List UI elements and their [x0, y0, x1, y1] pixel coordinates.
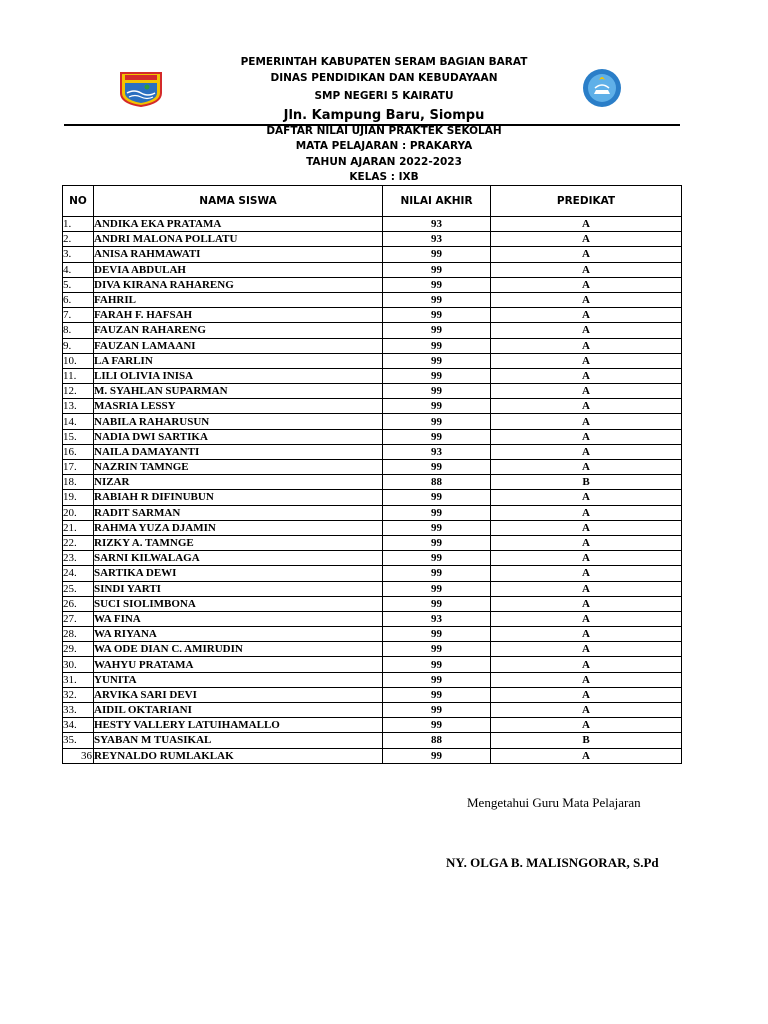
student-name: ANISA RAHMAWATI: [94, 247, 383, 262]
row-number: 35.: [63, 733, 94, 748]
table-row: [63, 611, 682, 626]
grade-letter: A: [491, 308, 682, 323]
student-name: AIDIL OKTARIANI: [94, 703, 383, 718]
final-score: 99: [383, 505, 491, 520]
final-score: 88: [383, 475, 491, 490]
table-header-row: [63, 186, 682, 217]
final-score: 99: [383, 308, 491, 323]
grade-letter: A: [491, 338, 682, 353]
table-row: [63, 262, 682, 277]
row-number: 27.: [63, 611, 94, 626]
table-row: [63, 353, 682, 368]
final-score: 99: [383, 414, 491, 429]
grade-letter: A: [491, 460, 682, 475]
row-number: 11.: [63, 368, 94, 383]
grade-letter: A: [491, 353, 682, 368]
final-score: 99: [383, 535, 491, 550]
row-number: 8.: [63, 323, 94, 338]
table-row: [63, 460, 682, 475]
grade-letter: A: [491, 292, 682, 307]
grade-letter: A: [491, 444, 682, 459]
table-row: [63, 596, 682, 611]
student-name: FARAH F. HAFSAH: [94, 308, 383, 323]
row-number: 7.: [63, 308, 94, 323]
student-name: SARTIKA DEWI: [94, 566, 383, 581]
student-name: DIVA KIRANA RAHARENG: [94, 277, 383, 292]
table-row: [63, 535, 682, 550]
student-name: ANDRI MALONA POLLATU: [94, 232, 383, 247]
student-name: NAILA DAMAYANTI: [94, 444, 383, 459]
grade-letter: A: [491, 657, 682, 672]
table-row: [63, 444, 682, 459]
student-name: MASRIA LESSY: [94, 399, 383, 414]
grade-letter: A: [491, 642, 682, 657]
final-score: 99: [383, 262, 491, 277]
final-score: 99: [383, 581, 491, 596]
student-name: HESTY VALLERY LATUIHAMALLO: [94, 718, 383, 733]
row-number: 15.: [63, 429, 94, 444]
student-name: SINDI YARTI: [94, 581, 383, 596]
final-score: 99: [383, 429, 491, 444]
table-row: [63, 748, 682, 763]
final-score: 88: [383, 733, 491, 748]
grade-letter: B: [491, 733, 682, 748]
grade-letter: A: [491, 703, 682, 718]
final-score: 99: [383, 520, 491, 535]
student-name: M. SYAHLAN SUPARMAN: [94, 384, 383, 399]
teacher-name: NY. OLGA B. MALISNGORAR, S.Pd: [446, 855, 659, 870]
final-score: 99: [383, 338, 491, 353]
row-number: 12.: [63, 384, 94, 399]
final-score: 99: [383, 323, 491, 338]
table-row: [63, 338, 682, 353]
row-number: 34.: [63, 718, 94, 733]
grade-letter: A: [491, 429, 682, 444]
doc-class: KELAS : IXB: [349, 171, 419, 183]
table-row: [63, 687, 682, 702]
final-score: 99: [383, 277, 491, 292]
grades-table: [62, 185, 682, 764]
table-row: [63, 672, 682, 687]
row-number: 17.: [63, 460, 94, 475]
table-row: [63, 718, 682, 733]
grade-letter: A: [491, 627, 682, 642]
table-row: [63, 505, 682, 520]
grade-letter: A: [491, 232, 682, 247]
table-row: [63, 733, 682, 748]
table-row: [63, 292, 682, 307]
doc-title: DAFTAR NILAI UJIAN PRAKTEK SEKOLAH: [266, 125, 502, 137]
final-score: 99: [383, 384, 491, 399]
final-score: 99: [383, 399, 491, 414]
header-school: SMP NEGERI 5 KAIRATU: [314, 90, 454, 102]
row-number: 26.: [63, 596, 94, 611]
student-name: ANDIKA EKA PRATAMA: [94, 217, 383, 232]
header-department: DINAS PENDIDIKAN DAN KEBUDAYAAN: [270, 72, 498, 84]
final-score: 99: [383, 718, 491, 733]
row-number: 14.: [63, 414, 94, 429]
table-row: [63, 308, 682, 323]
student-name: REYNALDO RUMLAKLAK: [94, 748, 383, 763]
grade-letter: A: [491, 262, 682, 277]
row-number: 20.: [63, 505, 94, 520]
col-header-grade: PREDIKAT: [491, 186, 682, 217]
row-number: 4.: [63, 262, 94, 277]
table-row: [63, 429, 682, 444]
grade-letter: A: [491, 384, 682, 399]
header-government: PEMERINTAH KABUPATEN SERAM BAGIAN BARAT: [240, 56, 528, 68]
grade-letter: A: [491, 581, 682, 596]
student-name: WA FINA: [94, 611, 383, 626]
row-number: 32.: [63, 687, 94, 702]
table-row: [63, 399, 682, 414]
grade-letter: A: [491, 490, 682, 505]
row-number: 33.: [63, 703, 94, 718]
final-score: 99: [383, 596, 491, 611]
table-row: [63, 581, 682, 596]
row-number: 1.: [63, 217, 94, 232]
student-name: SARNI KILWALAGA: [94, 551, 383, 566]
col-header-name: NAMA SISWA: [94, 186, 383, 217]
table-row: [63, 566, 682, 581]
final-score: 99: [383, 748, 491, 763]
table-row: [63, 368, 682, 383]
student-name: YUNITA: [94, 672, 383, 687]
row-number: 28.: [63, 627, 94, 642]
final-score: 93: [383, 217, 491, 232]
grade-letter: A: [491, 520, 682, 535]
grade-letter: A: [491, 566, 682, 581]
final-score: 99: [383, 292, 491, 307]
final-score: 93: [383, 444, 491, 459]
grade-letter: A: [491, 505, 682, 520]
grade-letter: A: [491, 748, 682, 763]
row-number: 29.: [63, 642, 94, 657]
final-score: 99: [383, 490, 491, 505]
student-name: NADIA DWI SARTIKA: [94, 429, 383, 444]
table-row: [63, 247, 682, 262]
student-name: LILI OLIVIA INISA: [94, 368, 383, 383]
row-number: 6.: [63, 292, 94, 307]
student-name: RIZKY A. TAMNGE: [94, 535, 383, 550]
student-name: RADIT SARMAN: [94, 505, 383, 520]
col-header-score: NILAI AKHIR: [383, 186, 491, 217]
student-name: FAUZAN RAHARENG: [94, 323, 383, 338]
student-name: RAHMA YUZA DJAMIN: [94, 520, 383, 535]
student-name: LA FARLIN: [94, 353, 383, 368]
table-row: [63, 551, 682, 566]
final-score: 99: [383, 672, 491, 687]
row-number: 23.: [63, 551, 94, 566]
row-number: 21.: [63, 520, 94, 535]
final-score: 93: [383, 611, 491, 626]
table-row: [63, 657, 682, 672]
table-row: [63, 414, 682, 429]
student-name: DEVIA ABDULAH: [94, 262, 383, 277]
grade-letter: A: [491, 247, 682, 262]
student-name: WAHYU PRATAMA: [94, 657, 383, 672]
table-row: [63, 490, 682, 505]
row-number: 9.: [63, 338, 94, 353]
row-number: 18.: [63, 475, 94, 490]
acknowledgement-text: Mengetahui Guru Mata Pelajaran: [467, 795, 641, 810]
header-address: Jln. Kampung Baru, Siompu: [283, 108, 485, 123]
row-number: 16.: [63, 444, 94, 459]
grade-letter: A: [491, 368, 682, 383]
student-name: SYABAN M TUASIKAL: [94, 733, 383, 748]
grade-letter: A: [491, 414, 682, 429]
table-row: [63, 642, 682, 657]
grade-letter: A: [491, 399, 682, 414]
student-name: FAUZAN LAMAANI: [94, 338, 383, 353]
final-score: 99: [383, 353, 491, 368]
student-name: NABILA RAHARUSUN: [94, 414, 383, 429]
student-name: NAZRIN TAMNGE: [94, 460, 383, 475]
table-row: [63, 384, 682, 399]
grade-letter: A: [491, 672, 682, 687]
final-score: 99: [383, 657, 491, 672]
row-number: 10.: [63, 353, 94, 368]
student-name: FAHRIL: [94, 292, 383, 307]
student-name: RABIAH R DIFINUBUN: [94, 490, 383, 505]
row-number: 30.: [63, 657, 94, 672]
final-score: 99: [383, 551, 491, 566]
row-number: 24.: [63, 566, 94, 581]
final-score: 99: [383, 703, 491, 718]
row-number: 3.: [63, 247, 94, 262]
row-number: 2.: [63, 232, 94, 247]
final-score: 99: [383, 627, 491, 642]
doc-subject: MATA PELAJARAN : PRAKARYA: [295, 140, 473, 152]
row-number: 22.: [63, 535, 94, 550]
grade-letter: A: [491, 687, 682, 702]
student-name: WA RIYANA: [94, 627, 383, 642]
row-number: 5.: [63, 277, 94, 292]
table-row: [63, 232, 682, 247]
final-score: 99: [383, 460, 491, 475]
grade-letter: A: [491, 217, 682, 232]
table-row: [63, 217, 682, 232]
row-number: 13.: [63, 399, 94, 414]
final-score: 99: [383, 642, 491, 657]
row-number: 25.: [63, 581, 94, 596]
student-name: NIZAR: [94, 475, 383, 490]
grade-letter: A: [491, 277, 682, 292]
table-row: [63, 627, 682, 642]
doc-year: TAHUN AJARAN 2022-2023: [306, 156, 462, 168]
final-score: 99: [383, 368, 491, 383]
table-row: [63, 520, 682, 535]
grade-letter: A: [491, 718, 682, 733]
table-row: [63, 277, 682, 292]
table-row: [63, 703, 682, 718]
grade-letter: A: [491, 596, 682, 611]
grade-letter: B: [491, 475, 682, 490]
final-score: 99: [383, 687, 491, 702]
grade-letter: A: [491, 551, 682, 566]
student-name: SUCI SIOLIMBONA: [94, 596, 383, 611]
row-number: 19.: [63, 490, 94, 505]
student-name: WA ODE DIAN C. AMIRUDIN: [94, 642, 383, 657]
row-number: 36: [63, 748, 94, 763]
grade-letter: A: [491, 323, 682, 338]
col-header-no: NO: [63, 186, 94, 217]
final-score: 99: [383, 566, 491, 581]
row-number: 31.: [63, 672, 94, 687]
table-row: [63, 475, 682, 490]
grade-letter: A: [491, 611, 682, 626]
student-name: ARVIKA SARI DEVI: [94, 687, 383, 702]
table-row: [63, 323, 682, 338]
grade-letter: A: [491, 535, 682, 550]
final-score: 93: [383, 232, 491, 247]
final-score: 99: [383, 247, 491, 262]
